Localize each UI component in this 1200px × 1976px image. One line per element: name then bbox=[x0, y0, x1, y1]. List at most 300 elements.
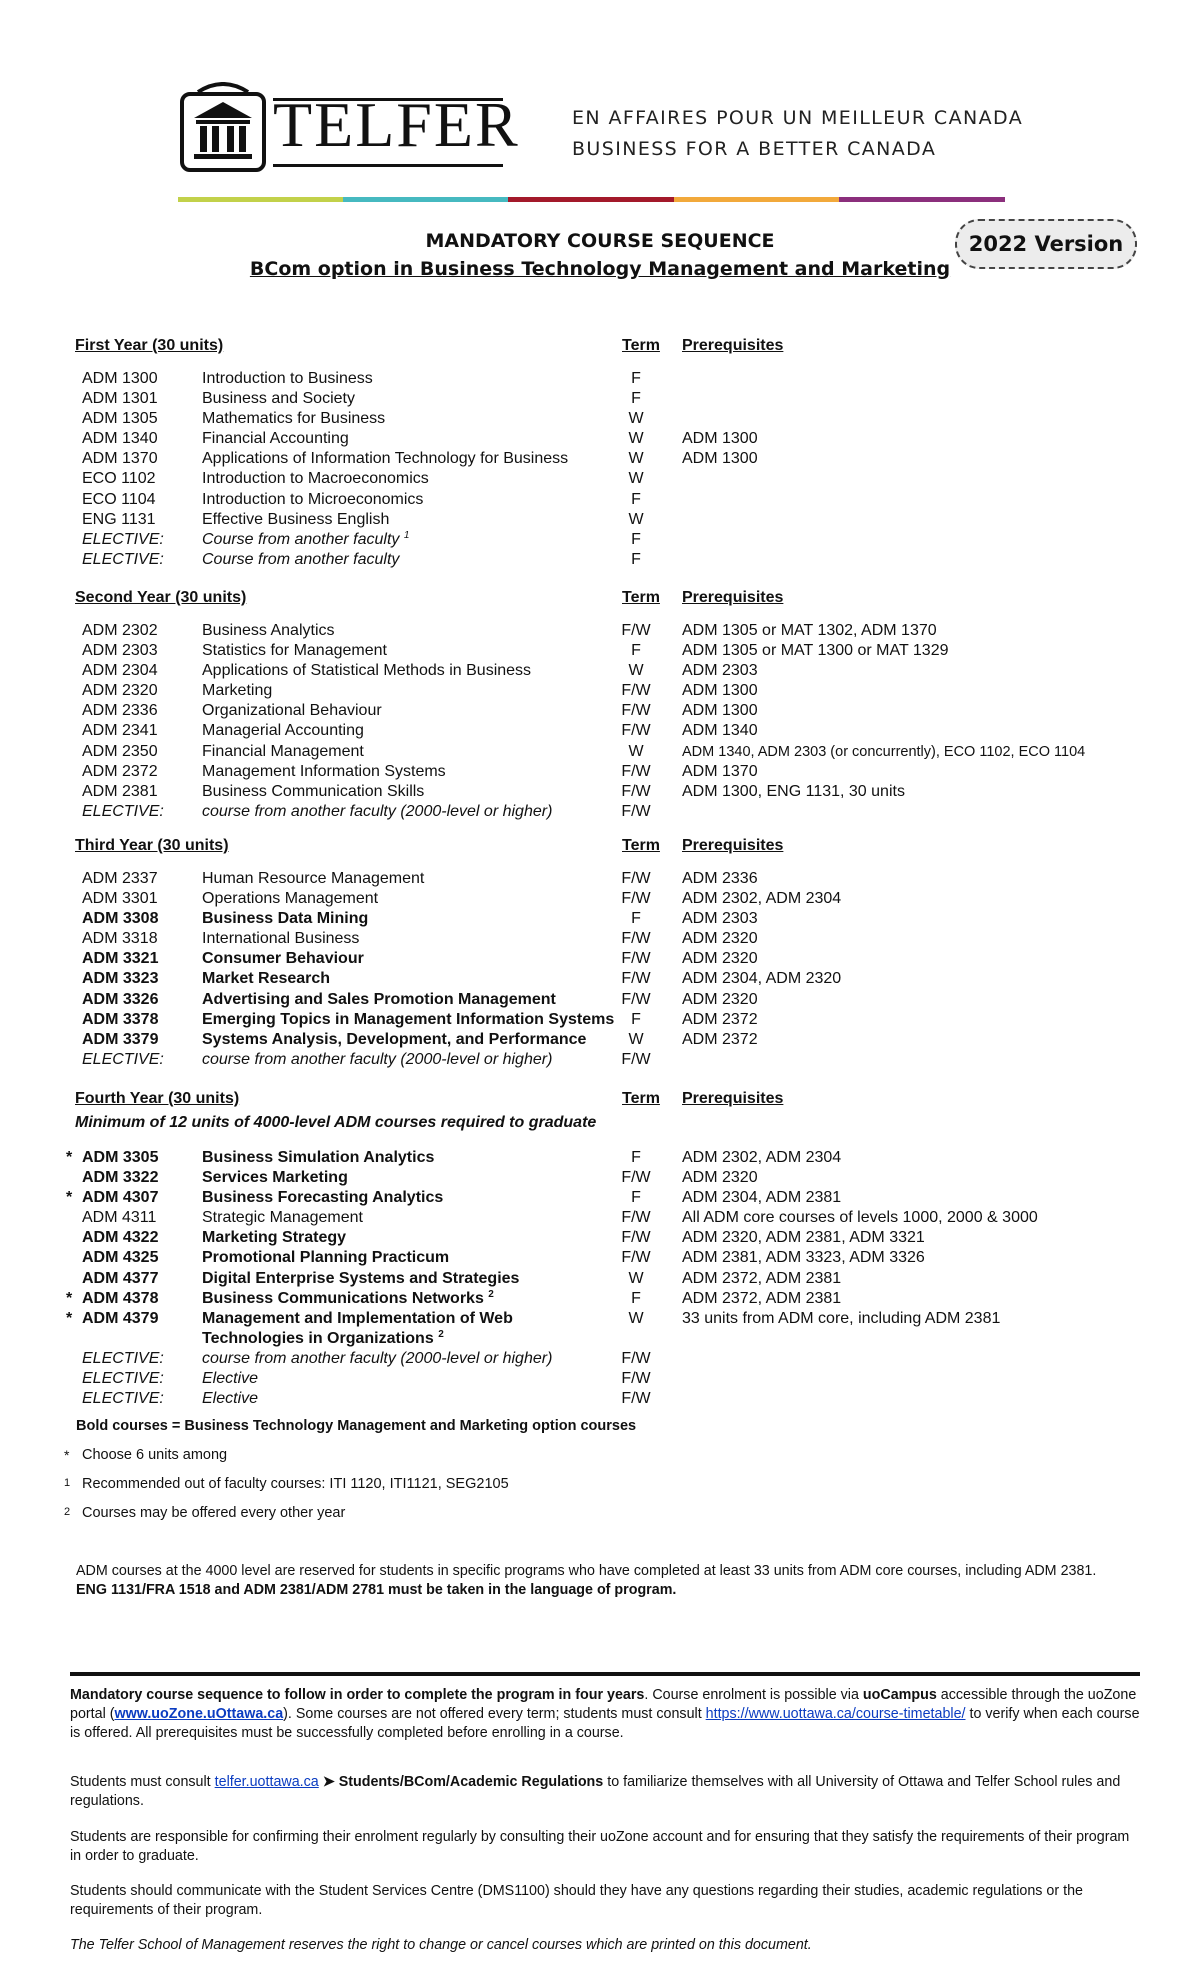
course-term: F/W bbox=[621, 1370, 651, 1388]
course-code: ELECTIVE: bbox=[82, 802, 164, 820]
course-row bbox=[68, 742, 1148, 762]
course-title bbox=[202, 1349, 552, 1369]
course-title bbox=[202, 1228, 346, 1248]
fourth-year-section bbox=[68, 1090, 1148, 1409]
prerequisites-column-header: Prerequisites bbox=[682, 337, 784, 354]
course-row bbox=[68, 1389, 1148, 1409]
course-term: F/W bbox=[621, 682, 651, 700]
course-title-text: Management and Implementation of Web bbox=[202, 1309, 513, 1327]
course-title bbox=[202, 1369, 258, 1389]
course-title bbox=[202, 1269, 519, 1289]
course-term: F/W bbox=[621, 930, 651, 948]
course-code: ELECTIVE: bbox=[82, 1349, 164, 1367]
course-title-text: Elective bbox=[202, 1370, 259, 1388]
course-code: ADM 4378 bbox=[82, 1289, 159, 1307]
course-term: F bbox=[631, 1289, 641, 1307]
course-title-text: Course from another faculty bbox=[202, 550, 400, 568]
course-code: ADM 2381 bbox=[82, 782, 158, 800]
course-row bbox=[68, 530, 1148, 550]
course-title-text: Business Communication Skills bbox=[202, 782, 425, 800]
course-prerequisites: ADM 1300 bbox=[682, 682, 758, 700]
course-row bbox=[68, 681, 1148, 701]
course-row bbox=[68, 449, 1148, 469]
course-title bbox=[202, 802, 552, 822]
course-title bbox=[202, 949, 364, 969]
choice-star: * bbox=[66, 1149, 73, 1166]
course-title-text: Applications of Statistical Methods in Business bbox=[202, 662, 532, 680]
course-term: F bbox=[631, 1149, 641, 1166]
course-prerequisites: ADM 1300, ENG 1131, 30 units bbox=[682, 782, 905, 800]
course-row bbox=[68, 1228, 1148, 1248]
course-code: ADM 4307 bbox=[82, 1189, 159, 1207]
course-title bbox=[202, 530, 409, 550]
course-row bbox=[68, 802, 1148, 822]
course-code: ADM 2304 bbox=[82, 662, 158, 680]
course-title-text: Business Communications Networks bbox=[202, 1289, 484, 1307]
course-code: ADM 2337 bbox=[82, 870, 158, 887]
course-title bbox=[202, 1010, 614, 1030]
course-title-text: Financial Accounting bbox=[202, 430, 349, 448]
course-code: ADM 4379 bbox=[82, 1309, 159, 1327]
course-term: F bbox=[631, 1189, 641, 1207]
term-column-header: Term bbox=[622, 837, 660, 854]
course-row bbox=[68, 641, 1148, 661]
course-row bbox=[68, 429, 1148, 449]
course-code: ADM 2320 bbox=[82, 682, 158, 700]
course-code: ADM 3322 bbox=[82, 1169, 159, 1187]
section-note: Minimum of 12 units of 4000-level ADM courses required to graduate bbox=[75, 1114, 597, 1131]
page-subtitle: BCom option in Business Technology Management and Marketing bbox=[249, 258, 951, 280]
course-title-text: Strategic Management bbox=[202, 1209, 363, 1227]
course-prerequisites: All ADM core courses of levels 1000, 2000 & 3000 bbox=[682, 1209, 1038, 1227]
term-column-header: Term bbox=[622, 589, 660, 606]
note-1-mark: 1 bbox=[64, 1477, 71, 1489]
course-term: F/W bbox=[621, 802, 651, 820]
course-prerequisites: ADM 1340, ADM 2303 (or concurrently), ECO 1102, ECO 1104 bbox=[682, 743, 1086, 760]
course-code: ADM 4325 bbox=[82, 1249, 159, 1267]
course-term: F/W bbox=[621, 870, 651, 887]
course-code: ADM 3305 bbox=[82, 1149, 159, 1166]
version-badge: 2022 Version bbox=[955, 219, 1137, 269]
course-code: ELECTIVE: bbox=[82, 550, 164, 568]
course-prerequisites: ADM 1305 or MAT 1302, ADM 1370 bbox=[682, 622, 937, 639]
course-title bbox=[202, 1329, 444, 1349]
course-title bbox=[202, 550, 399, 570]
course-prerequisites: ADM 2381, ADM 3323, ADM 3326 bbox=[682, 1249, 925, 1267]
course-row bbox=[68, 909, 1148, 929]
course-term: F/W bbox=[621, 990, 651, 1008]
course-term: F/W bbox=[621, 1050, 651, 1068]
course-term: W bbox=[628, 510, 644, 528]
course-code: ADM 2303 bbox=[82, 642, 158, 660]
course-title bbox=[202, 889, 378, 909]
course-row bbox=[68, 721, 1148, 741]
color-bar-2 bbox=[343, 197, 508, 202]
course-title-text: Management Information Systems bbox=[202, 762, 446, 780]
course-title-text: Digital Enterprise Systems and Strategies bbox=[202, 1269, 520, 1287]
section-header bbox=[68, 337, 1148, 361]
course-code: ADM 4322 bbox=[82, 1229, 159, 1247]
course-code: ADM 3378 bbox=[82, 1010, 159, 1028]
footer-disclaimer: The Telfer School of Management reserves the right to change or cancel courses which are printed on this document. bbox=[70, 1937, 812, 1953]
course-prerequisites: ADM 1300 bbox=[682, 702, 758, 720]
course-prerequisites: ADM 2320, ADM 2381, ADM 3321 bbox=[682, 1229, 925, 1247]
course-code: ELECTIVE: bbox=[82, 1370, 164, 1388]
course-title bbox=[202, 909, 368, 929]
course-title bbox=[202, 701, 382, 721]
course-title-text: Marketing Strategy bbox=[202, 1229, 347, 1247]
course-code: ADM 4311 bbox=[82, 1209, 157, 1227]
course-term: W bbox=[628, 662, 644, 680]
course-title bbox=[202, 782, 424, 802]
course-prerequisites: ADM 1300 bbox=[682, 450, 758, 468]
course-term: F/W bbox=[621, 1249, 651, 1267]
course-code: ECO 1104 bbox=[82, 490, 156, 508]
third-year-section bbox=[68, 837, 1148, 1070]
course-row bbox=[68, 1248, 1148, 1268]
course-prerequisites: 33 units from ADM core, including ADM 2381 bbox=[682, 1309, 1001, 1327]
course-term: W bbox=[628, 470, 644, 488]
course-term: F/W bbox=[621, 1169, 651, 1187]
course-code: ADM 3326 bbox=[82, 990, 159, 1008]
term-column-header: Term bbox=[622, 337, 660, 354]
course-title bbox=[202, 429, 349, 449]
prerequisites-column-header: Prerequisites bbox=[682, 589, 784, 606]
course-prerequisites: ADM 2302, ADM 2304 bbox=[682, 1149, 842, 1166]
course-title bbox=[202, 369, 373, 389]
course-term: F/W bbox=[621, 970, 651, 988]
course-row bbox=[68, 929, 1148, 949]
prerequisites-column-header: Prerequisites bbox=[682, 837, 784, 854]
course-code: ELECTIVE: bbox=[82, 530, 164, 548]
course-title bbox=[202, 721, 364, 741]
course-title bbox=[202, 762, 446, 782]
course-title bbox=[202, 490, 423, 510]
course-row bbox=[68, 409, 1148, 429]
course-title bbox=[202, 1050, 552, 1070]
course-prerequisites: ADM 2302, ADM 2304 bbox=[682, 890, 842, 908]
course-code: ADM 2341 bbox=[82, 722, 158, 740]
course-title-text: Consumer Behaviour bbox=[202, 950, 364, 968]
course-title-text: Marketing bbox=[202, 682, 273, 700]
course-term: F/W bbox=[621, 622, 651, 639]
section-heading: First Year (30 units) bbox=[75, 337, 224, 354]
course-prerequisites: ADM 2304, ADM 2320 bbox=[682, 970, 842, 988]
color-bar-3 bbox=[508, 197, 674, 202]
course-title-text: Business Forecasting Analytics bbox=[202, 1189, 444, 1207]
course-row bbox=[68, 389, 1148, 409]
course-term: F bbox=[631, 370, 641, 387]
course-term: F/W bbox=[621, 1229, 651, 1247]
course-code: ELECTIVE: bbox=[82, 1050, 164, 1068]
course-title-text: course from another faculty (2000-level or higher) bbox=[202, 1050, 553, 1068]
course-prerequisites: ADM 2372 bbox=[682, 1030, 758, 1048]
course-term: F bbox=[631, 550, 641, 568]
course-title-text: Promotional Planning Practicum bbox=[202, 1249, 450, 1267]
course-row bbox=[68, 1208, 1148, 1228]
course-code: ENG 1131 bbox=[82, 510, 156, 528]
footer-paragraph-3: Students are responsible for confirming their enrolment regularly by consulting their uoZone account and for ensuring that they satisfy the requirements of their program in order to graduate. bbox=[70, 1829, 1130, 1864]
course-code: ADM 3323 bbox=[82, 970, 159, 988]
course-row bbox=[68, 949, 1148, 969]
course-title-text: course from another faculty (2000-level or higher) bbox=[202, 802, 553, 820]
course-term: F/W bbox=[621, 782, 651, 800]
course-title-text: Systems Analysis, Development, and Performance bbox=[202, 1030, 587, 1048]
course-title bbox=[202, 621, 335, 641]
course-row bbox=[68, 1050, 1148, 1070]
course-title bbox=[202, 1030, 586, 1050]
course-title-text: Business Analytics bbox=[202, 622, 335, 639]
course-code: ADM 1370 bbox=[82, 450, 158, 468]
course-term: W bbox=[628, 1030, 644, 1048]
course-title bbox=[202, 449, 568, 469]
course-term: F/W bbox=[621, 1349, 651, 1367]
footer-paragraph-1: Mandatory course sequence to follow in order to complete the program in four years. Course enrolment is possible via uoCampus accessible through the uoZone portal (www.uoZone.uOttawa.ca). Some courses are not offered every term; students must consult https://www.uottawa.ca/course-timetable/ to verify when each course is offered. All prerequisites must be successfully completed before enrolling in a course. bbox=[70, 1687, 1140, 1741]
course-term: F/W bbox=[621, 702, 651, 720]
course-title-text: Introduction to Macroeconomics bbox=[202, 470, 429, 488]
course-prerequisites: ADM 1305 or MAT 1300 or MAT 1329 bbox=[682, 642, 949, 660]
course-code: ADM 3318 bbox=[82, 930, 158, 948]
first-year-section bbox=[68, 337, 1148, 570]
course-term: W bbox=[628, 1269, 644, 1287]
course-title-text: Business and Society bbox=[202, 390, 355, 408]
course-term: F/W bbox=[621, 1390, 651, 1408]
course-prerequisites: ADM 2303 bbox=[682, 662, 758, 680]
course-row bbox=[68, 889, 1148, 909]
section-header bbox=[68, 1090, 1148, 1114]
course-code: ADM 2336 bbox=[82, 702, 158, 720]
course-code: ADM 3301 bbox=[82, 890, 158, 908]
course-title bbox=[202, 990, 556, 1010]
course-title bbox=[202, 641, 387, 661]
course-term: F bbox=[631, 530, 641, 548]
course-row bbox=[68, 490, 1148, 510]
course-prerequisites: ADM 1300 bbox=[682, 430, 758, 448]
course-term: F bbox=[631, 910, 641, 928]
course-title-text: Introduction to Microeconomics bbox=[202, 490, 424, 508]
course-prerequisites: ADM 2372 bbox=[682, 1010, 758, 1028]
uozone-link[interactable]: www.uoZone.uOttawa.ca bbox=[114, 1706, 284, 1722]
choice-star: * bbox=[66, 1309, 73, 1327]
footer-paragraph-4: Students should communicate with the Student Services Centre (DMS1100) should they have any questions regarding their studies, academic regulations or the requirements of their program. bbox=[70, 1883, 1083, 1918]
course-prerequisites: ADM 2372, ADM 2381 bbox=[682, 1289, 842, 1307]
course-code: ADM 1300 bbox=[82, 370, 158, 387]
course-title-text: Emerging Topics in Management Information Systems bbox=[202, 1010, 615, 1028]
course-title bbox=[202, 469, 429, 489]
footer-divider bbox=[70, 1672, 1140, 1676]
course-title-text: Market Research bbox=[202, 970, 331, 988]
course-term: F bbox=[631, 1010, 641, 1028]
course-term: F/W bbox=[621, 762, 651, 780]
course-code: ADM 3379 bbox=[82, 1030, 159, 1048]
course-row bbox=[68, 1289, 1148, 1309]
bold-legend: Bold courses = Business Technology Management and Marketing option courses bbox=[76, 1418, 637, 1434]
course-term: F bbox=[631, 642, 641, 660]
course-title-text: Services Marketing bbox=[202, 1169, 348, 1187]
note-2: Courses may be offered every other year bbox=[82, 1505, 346, 1521]
course-title bbox=[202, 661, 531, 681]
course-term: F/W bbox=[621, 722, 651, 740]
arrow-icon: ➤ bbox=[318, 1774, 339, 1790]
course-title bbox=[202, 389, 355, 409]
course-row bbox=[68, 701, 1148, 721]
color-bar-4 bbox=[674, 197, 839, 202]
course-row bbox=[68, 1349, 1148, 1369]
course-row bbox=[68, 469, 1148, 489]
course-list bbox=[68, 1148, 1148, 1409]
page-title: MANDATORY COURSE SEQUENCE bbox=[425, 230, 775, 252]
course-term: W bbox=[628, 410, 644, 428]
course-title bbox=[202, 1389, 258, 1409]
course-row bbox=[68, 782, 1148, 802]
course-prerequisites: ADM 2372, ADM 2381 bbox=[682, 1269, 842, 1287]
course-title-text: Advertising and Sales Promotion Management bbox=[202, 990, 556, 1008]
reserved-paragraph: ADM courses at the 4000 level are reserved for students in specific programs who have completed at least 33 units from ADM core courses, including ADM 2381. ENG 1131/FRA 1518 and ADM 2381/ADM 2781 must be taken in the language of program. bbox=[76, 1563, 1097, 1598]
course-code: ADM 1305 bbox=[82, 410, 158, 428]
course-list bbox=[68, 369, 1148, 570]
course-prerequisites: ADM 2320 bbox=[682, 930, 758, 948]
course-title-text: Financial Management bbox=[202, 742, 364, 760]
course-title bbox=[202, 1188, 443, 1208]
course-term: F/W bbox=[621, 1209, 651, 1227]
course-title bbox=[202, 409, 385, 429]
course-code: ADM 2350 bbox=[82, 742, 158, 760]
course-prerequisites: ADM 2303 bbox=[682, 910, 758, 928]
course-row bbox=[68, 869, 1148, 889]
course-code: ADM 3321 bbox=[82, 950, 159, 968]
course-list bbox=[68, 869, 1148, 1070]
section-header bbox=[68, 837, 1148, 861]
course-row bbox=[68, 661, 1148, 681]
course-title-text: International Business bbox=[202, 930, 360, 948]
course-row bbox=[68, 762, 1148, 782]
course-title-text: Effective Business English bbox=[202, 510, 390, 528]
term-column-header: Term bbox=[622, 1090, 660, 1107]
course-row bbox=[68, 969, 1148, 989]
course-code: ADM 1301 bbox=[82, 390, 158, 408]
course-row bbox=[68, 1309, 1148, 1329]
course-row bbox=[68, 1269, 1148, 1289]
logo-text: TELFER bbox=[273, 89, 520, 160]
course-title-text: Statistics for Management bbox=[202, 642, 387, 660]
course-title-text: Business Data Mining bbox=[202, 910, 369, 928]
course-code: ADM 4377 bbox=[82, 1269, 159, 1287]
course-row bbox=[68, 1188, 1148, 1208]
course-title bbox=[202, 681, 272, 701]
star-note: Choose 6 units among bbox=[82, 1447, 228, 1463]
tagline-fr: EN AFFAIRES POUR UN MEILLEUR CANADA bbox=[572, 107, 1024, 129]
course-title-text: course from another faculty (2000-level or higher) bbox=[202, 1349, 553, 1367]
course-title bbox=[202, 869, 424, 889]
footnote-ref: 2 bbox=[488, 1288, 494, 1300]
course-prerequisites: ADM 2320 bbox=[682, 990, 758, 1008]
course-term: F bbox=[631, 390, 641, 408]
building-icon bbox=[178, 82, 268, 172]
course-prerequisites: ADM 1340 bbox=[682, 722, 758, 740]
course-list bbox=[68, 621, 1148, 822]
prerequisites-column-header: Prerequisites bbox=[682, 1090, 784, 1107]
telfer-logo bbox=[178, 82, 520, 172]
course-title-text: Operations Management bbox=[202, 890, 379, 908]
course-title bbox=[202, 742, 364, 762]
course-prerequisites: ADM 1370 bbox=[682, 762, 758, 780]
course-row bbox=[68, 550, 1148, 570]
course-title bbox=[202, 969, 330, 989]
course-title-text: Introduction to Business bbox=[202, 370, 373, 387]
course-row bbox=[68, 990, 1148, 1010]
course-term: W bbox=[628, 1309, 644, 1327]
course-prerequisites: ADM 2304, ADM 2381 bbox=[682, 1189, 842, 1207]
course-term: W bbox=[628, 742, 644, 760]
course-code: ADM 2372 bbox=[82, 762, 158, 780]
course-title bbox=[202, 510, 389, 530]
tagline-en: BUSINESS FOR A BETTER CANADA bbox=[572, 138, 937, 160]
section-heading: Fourth Year (30 units) bbox=[75, 1090, 240, 1107]
section-header bbox=[68, 589, 1148, 613]
course-row bbox=[68, 621, 1148, 641]
second-year-section bbox=[68, 589, 1148, 822]
course-title bbox=[202, 1248, 449, 1268]
choice-star: * bbox=[66, 1289, 73, 1307]
note-2-mark: 2 bbox=[64, 1506, 71, 1518]
course-title-text: Mathematics for Business bbox=[202, 410, 386, 428]
course-title bbox=[202, 929, 359, 949]
course-title-text: Technologies in Organizations bbox=[202, 1329, 434, 1347]
course-row bbox=[68, 1148, 1148, 1168]
course-prerequisites: ADM 2336 bbox=[682, 870, 758, 887]
star-mark: * bbox=[64, 1447, 70, 1463]
course-code: ADM 1340 bbox=[82, 430, 158, 448]
footnote-ref: 2 bbox=[438, 1328, 444, 1340]
telfer-link[interactable]: telfer.uottawa.ca bbox=[214, 1774, 319, 1790]
footer-paragraph-2: Students must consult telfer.uottawa.ca ➤ Students/BCom/Academic Regulations to familiarize themselves with all University of Ottawa and Telfer School rules and regulations. bbox=[70, 1774, 1121, 1809]
course-term: W bbox=[628, 450, 644, 468]
course-row bbox=[68, 1369, 1148, 1389]
course-row bbox=[68, 1010, 1148, 1030]
note-1: Recommended out of faculty courses: ITI 1120, ITI1121, SEG2105 bbox=[82, 1476, 509, 1492]
course-title bbox=[202, 1309, 513, 1329]
course-row bbox=[68, 369, 1148, 389]
course-title-text: Applications of Information Technology for Business bbox=[202, 450, 569, 468]
course-code: ELECTIVE: bbox=[82, 1390, 164, 1408]
course-title bbox=[202, 1148, 434, 1168]
footnote-ref: 1 bbox=[403, 529, 410, 541]
course-row bbox=[68, 1168, 1148, 1188]
timetable-link[interactable]: https://www.uottawa.ca/course-timetable/ bbox=[705, 1706, 966, 1722]
course-code: ADM 3308 bbox=[82, 910, 159, 928]
course-title-text: Human Resource Management bbox=[202, 870, 425, 887]
course-title bbox=[202, 1208, 363, 1228]
choice-star: * bbox=[66, 1189, 73, 1207]
color-bar-5 bbox=[839, 197, 1005, 202]
course-title bbox=[202, 1168, 348, 1188]
course-title-text: Managerial Accounting bbox=[202, 722, 364, 740]
section-heading: Third Year (30 units) bbox=[75, 837, 229, 854]
course-title-text: Organizational Behaviour bbox=[202, 702, 382, 720]
section-heading: Second Year (30 units) bbox=[75, 589, 247, 606]
course-row bbox=[68, 1030, 1148, 1050]
course-code: ADM 2302 bbox=[82, 622, 158, 639]
color-bar-1 bbox=[178, 197, 343, 202]
course-title-text: Business Simulation Analytics bbox=[202, 1149, 435, 1166]
course-title-text: Elective bbox=[202, 1390, 259, 1408]
course-row bbox=[68, 510, 1148, 530]
course-term: F/W bbox=[621, 890, 651, 908]
course-title bbox=[202, 1289, 494, 1309]
course-title-text: Course from another faculty bbox=[202, 530, 400, 548]
course-term: W bbox=[628, 430, 644, 448]
course-term: F/W bbox=[621, 950, 651, 968]
